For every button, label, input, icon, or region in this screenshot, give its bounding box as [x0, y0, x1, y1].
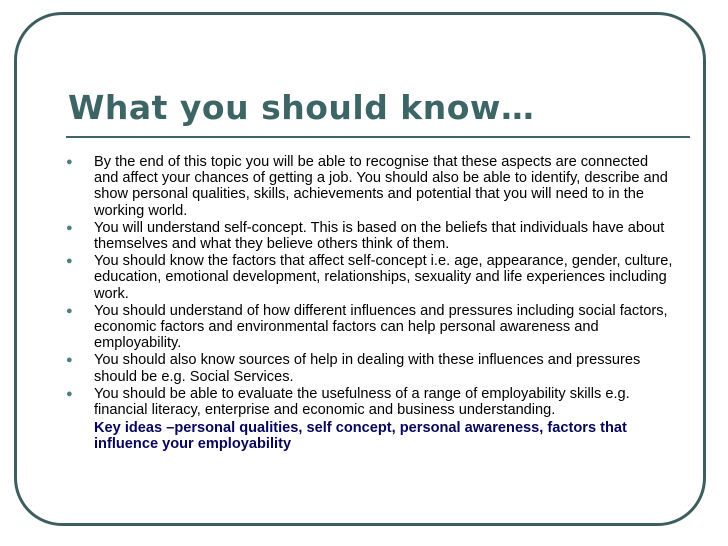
bullet-icon: ● [66, 387, 73, 400]
bullet-icon: ● [66, 255, 73, 268]
bullet-item [64, 303, 676, 352]
bullet-text: You will understand self-concept. This is based on the beliefs that individuals have about themselves and what they believe others think of them. [94, 219, 665, 253]
bullet-item [64, 352, 676, 384]
bullet-icon: ● [66, 221, 73, 234]
bullet-item [64, 154, 676, 219]
bullet-item [64, 386, 676, 418]
bullet-text: You should be able to evaluate the usefulness of a range of employability skills e.g. financial literacy, enterprise and economic and business understanding. [94, 385, 630, 419]
bullet-icon: ● [66, 304, 73, 317]
key-ideas-text: Key ideas –personal qualities, self concept, personal awareness, factors that influence your employability [94, 420, 627, 453]
bullet-icon: ● [66, 354, 73, 367]
bullet-icon: ● [66, 156, 73, 168]
title-divider [66, 136, 690, 138]
slide-title: What you should know… [68, 88, 535, 127]
bullet-list [64, 154, 676, 418]
slide-body [64, 154, 676, 453]
bullet-item [64, 220, 676, 252]
bullet-text: By the end of this topic you will be able to recognise that these aspects are connected and affect your chances of getting a job. You should also be able to identify, describe and show personal qualities, skills, achievements and potential that you will need to in the working world. [94, 154, 668, 219]
bullet-item [64, 253, 676, 302]
bullet-text: You should also know sources of help in dealing with these influences and pressures should be e.g. Social Services. [94, 352, 641, 385]
bullet-text: You should know the factors that affect self-concept i.e. age, appearance, gender, culture, education, emotional development, relationships, sexuality and life experiences including work. [94, 253, 673, 302]
bullet-text: You should understand of how different influences and pressures including social factors, economic factors and environmental factors can help personal awareness and employability. [94, 302, 668, 352]
